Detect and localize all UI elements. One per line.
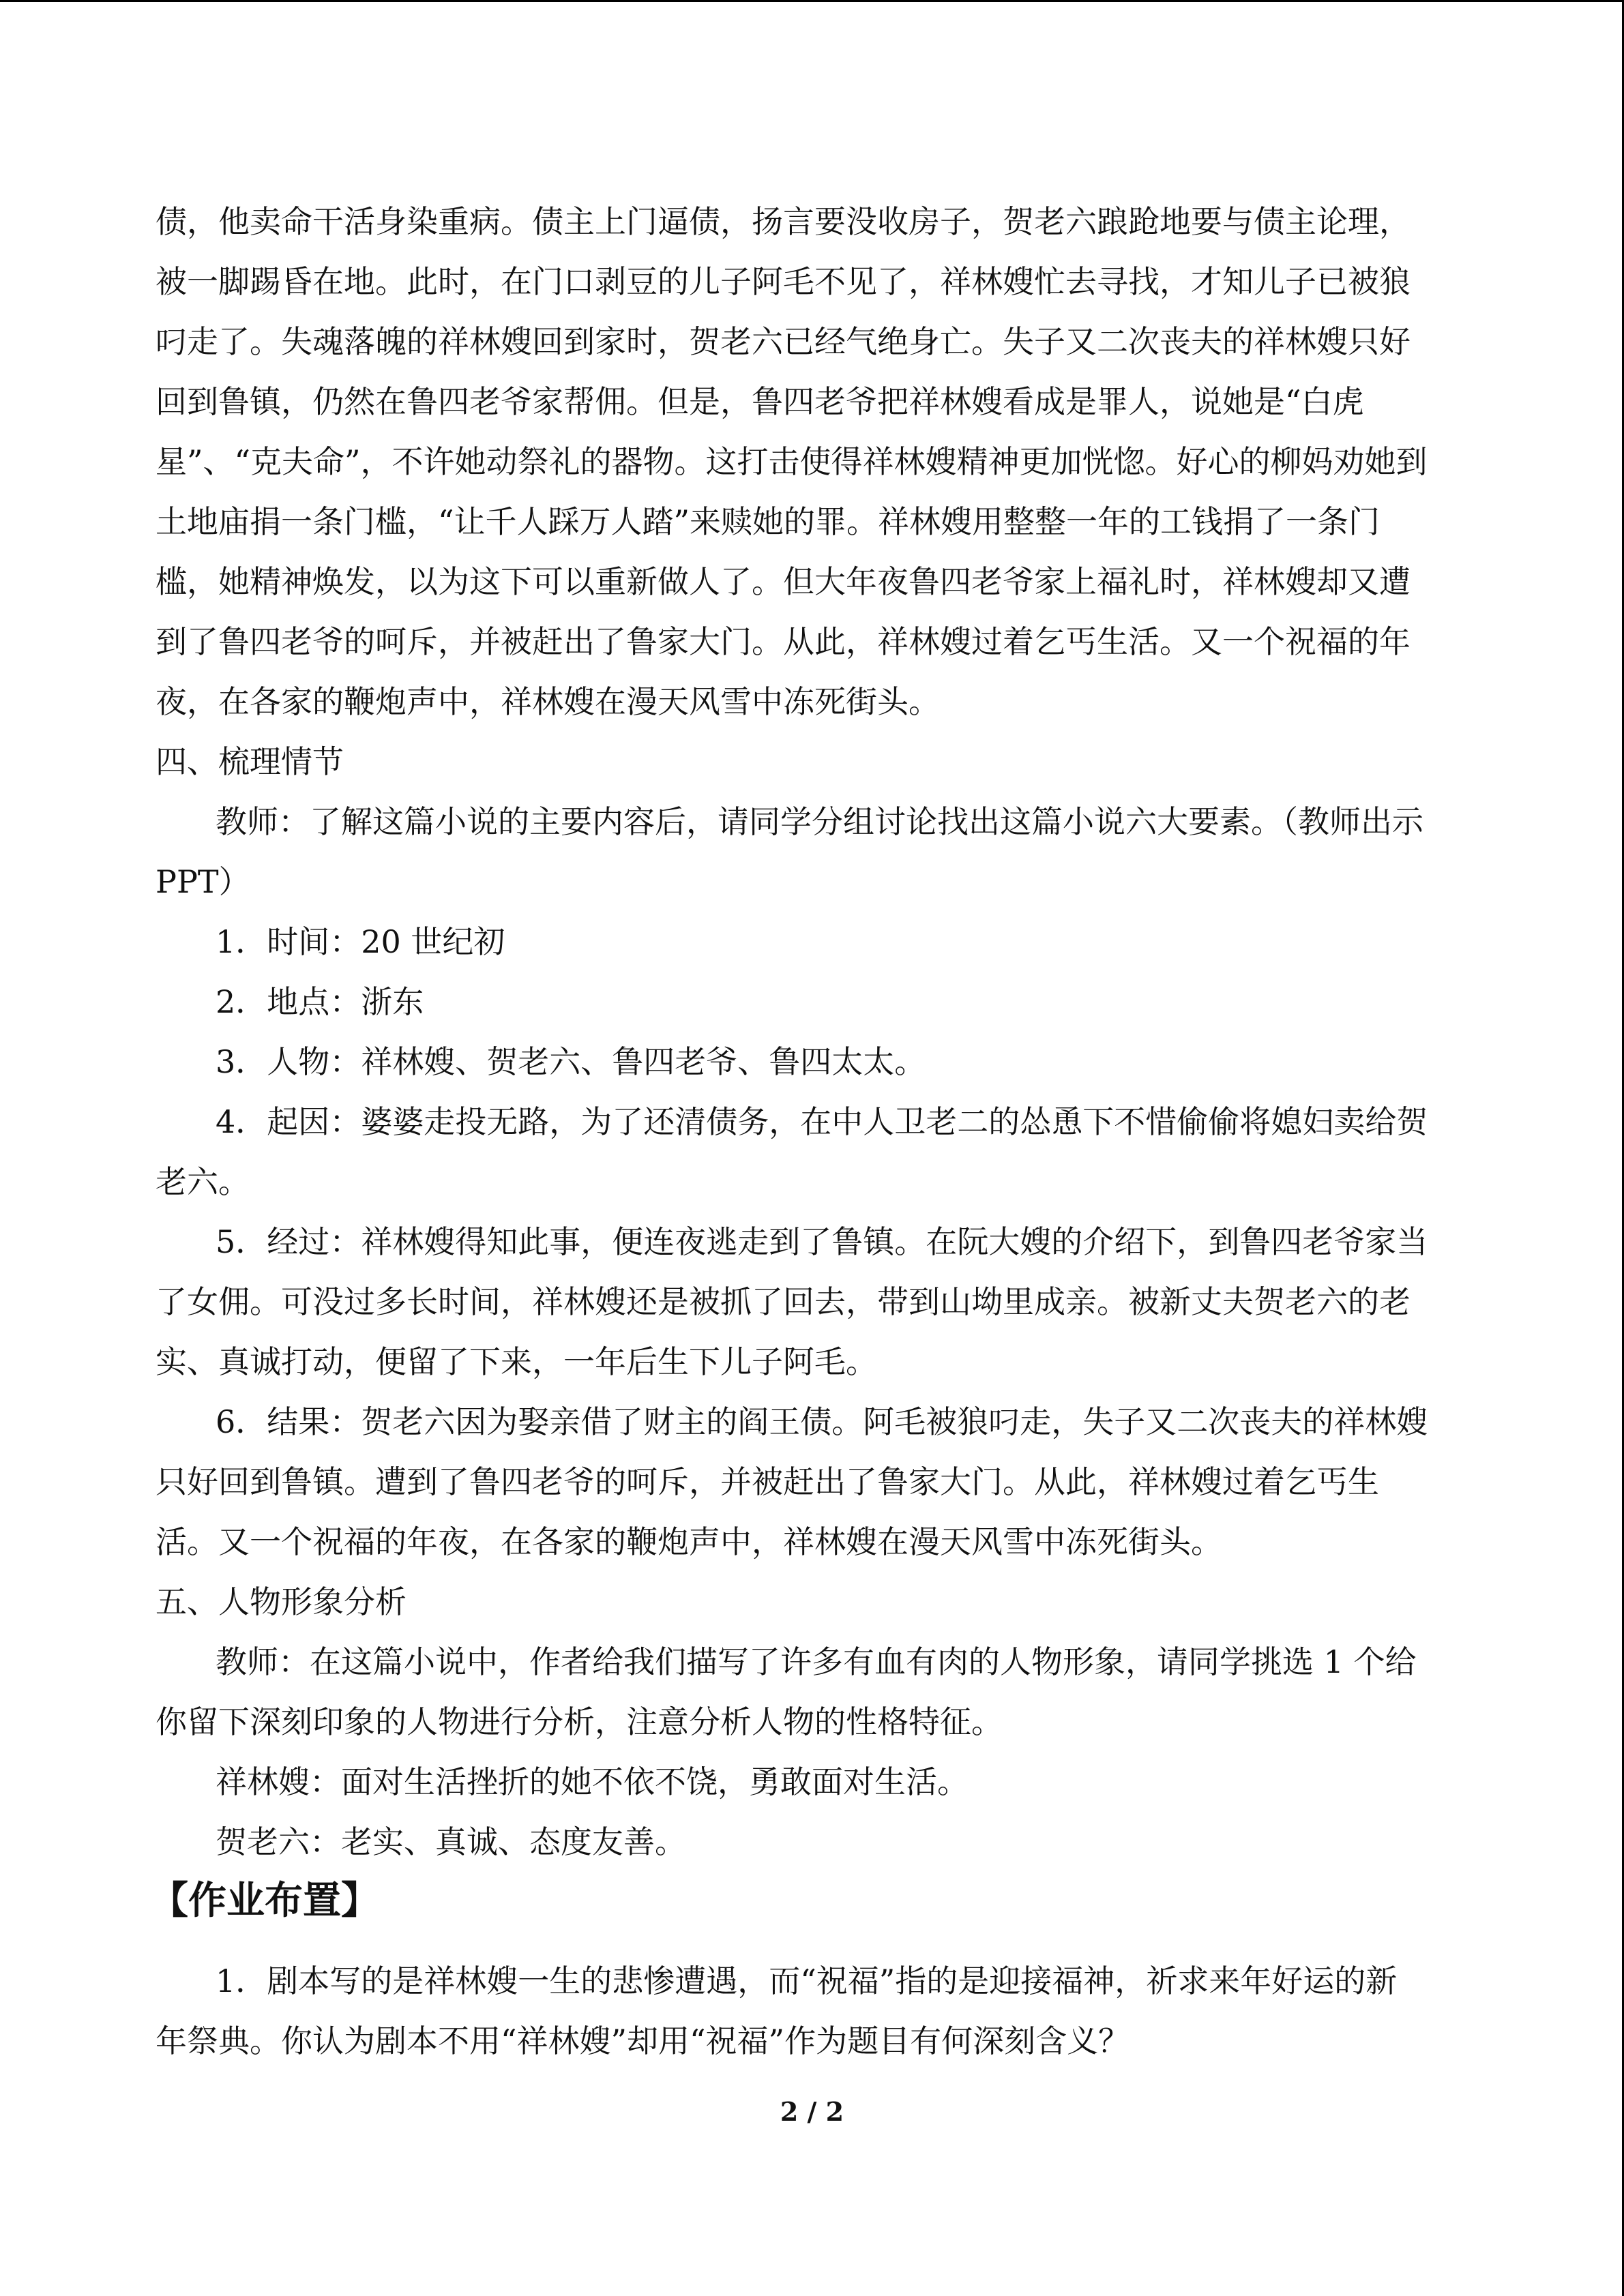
element-process-line: 5．经过：祥林嫂得知此事，便连夜逃走到了鲁镇。在阮大嫂的介绍下，到鲁四老爷家当 [216,1223,1428,1260]
story-line: 槛，她精神焕发，以为这下可以重新做人了。但大年夜鲁四老爷家上福礼时，祥林嫂却又遭 [156,563,1411,600]
teacher-prompt-line: 教师：在这篇小说中，作者给我们描写了许多有血有肉的人物形象，请同学挑选 1 个给 [216,1643,1417,1680]
homework-question-line: 年祭典。你认为剧本不用“祥林嫂”却用“祝福”作为题目有何深刻含义？ [156,2023,1130,2059]
story-line: 星”、“克夫命”，不许她动祭礼的器物。这打击使得祥林嫂精神更加恍惚。好心的柳妈劝她到 [156,443,1428,480]
story-line: 夜，在各家的鞭炮声中，祥林嫂在漫天风雪中冻死街头。 [156,683,940,720]
page-number: 2 / 2 [780,2096,844,2127]
story-line: 债，他卖命干活身染重病。债主上门逼债，扬言要没收房子，贺老六踉跄地要与债主论理， [156,203,1411,240]
character-xianglin: 祥林嫂：面对生活挫折的她不依不饶，勇敢面对生活。 [216,1763,969,1800]
element-result-line: 只好回到鲁镇。遭到了鲁四老爷的呵斥，并被赶出了鲁家大门。从此，祥林嫂过着乞丐生 [156,1463,1379,1500]
element-result-line: 活。又一个祝福的年夜，在各家的鞭炮声中，祥林嫂在漫天风雪中冻死街头。 [156,1523,1222,1560]
element-people: 3．人物：祥林嫂、贺老六、鲁四老爷、鲁四太太。 [216,1043,926,1080]
element-cause-line: 4．起因：婆婆走投无路，为了还清债务，在中人卫老二的怂恿下不惜偷偷将媳妇卖给贺 [216,1103,1428,1140]
page-border-top [0,0,1624,2]
teacher-prompt-line: PPT） [156,863,250,900]
element-result-line: 6．结果：贺老六因为娶亲借了财主的阎王债。阿毛被狼叼走，失子又二次丧夫的祥林嫂 [216,1403,1428,1440]
story-line: 回到鲁镇，仍然在鲁四老爷家帮佣。但是，鲁四老爷把祥林嫂看成是罪人，说她是“白虎 [156,383,1364,420]
character-helaoliu: 贺老六：老实、真诚、态度友善。 [216,1823,686,1860]
story-line: 土地庙捐一条门槛，“让千人踩万人踏”来赎她的罪。祥林嫂用整整一年的工钱捐了一条门 [156,503,1381,540]
story-line: 叼走了。失魂落魄的祥林嫂回到家时，贺老六已经气绝身亡。失子又二次丧夫的祥林嫂只好 [156,323,1411,360]
teacher-prompt-line: 你留下深刻印象的人物进行分析，注意分析人物的性格特征。 [156,1703,1003,1740]
section-title-plot: 四、梳理情节 [156,743,344,780]
section-title-characters: 五、人物形象分析 [156,1583,407,1620]
element-time: 1．时间：20 世纪初 [216,923,505,960]
story-line: 被一脚踢昏在地。此时，在门口剥豆的儿子阿毛不见了，祥林嫂忙去寻找，才知儿子已被狼 [156,263,1411,300]
story-line: 到了鲁四老爷的呵斥，并被赶出了鲁家大门。从此，祥林嫂过着乞丐生活。又一个祝福的年 [156,623,1411,660]
element-cause-line: 老六。 [156,1163,250,1200]
element-process-line: 了女佣。可没过多长时间，祥林嫂还是被抓了回去，带到山坳里成亲。被新丈夫贺老六的老 [156,1283,1411,1320]
homework-heading: 【作业布置】 [150,1879,379,1923]
element-process-line: 实、真诚打动，便留了下来，一年后生下儿子阿毛。 [156,1343,877,1380]
teacher-prompt-line: 教师：了解这篇小说的主要内容后，请同学分组讨论找出这篇小说六大要素。（教师出示 [216,803,1423,840]
element-place: 2．地点：浙东 [216,983,424,1020]
homework-question-line: 1．剧本写的是祥林嫂一生的悲惨遭遇，而“祝福”指的是迎接福神，祈求来年好运的新 [216,1963,1398,1999]
